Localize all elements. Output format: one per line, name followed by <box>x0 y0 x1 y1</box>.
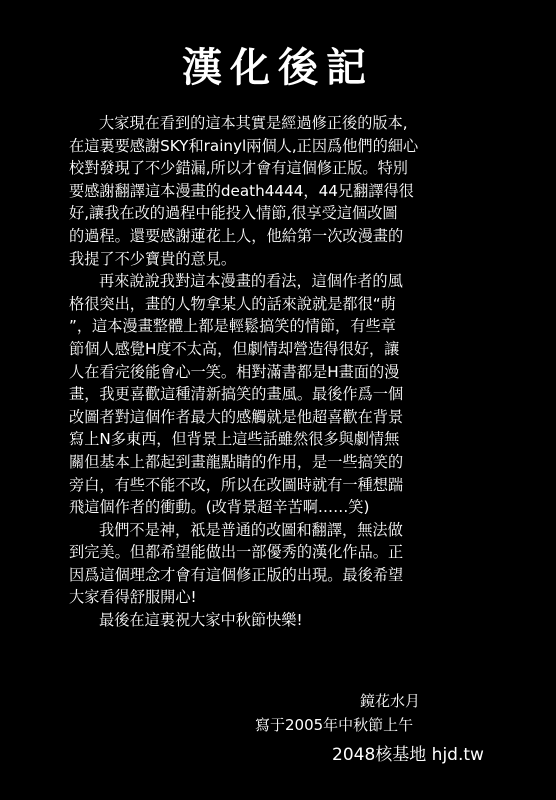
page-title: 漢化後記 <box>182 44 374 91</box>
text-line: 畫，我更喜歡這種清新搞笑的畫風。最後作爲一個 <box>69 385 404 404</box>
text-line: 大家看得舒服開心! <box>69 588 197 607</box>
watermark-text: 2048核基地 hjd.tw <box>332 745 484 765</box>
text-line: 改圖者對這個作者最大的感觸就是他超喜歡在背景 <box>69 407 404 426</box>
signature-name: 鏡花水月 <box>360 692 421 710</box>
text-line: 飛這個作者的衝動。(改背景超辛苦啊……笑) <box>69 498 370 517</box>
text-line: 到完美。但都希望能做出一部優秀的漢化作品。正 <box>69 543 404 562</box>
text-line: 因爲這個理念才會有這個修正版的出現。最後希望 <box>69 565 404 584</box>
text-line: 最後在這裏祝大家中秋節快樂! <box>99 611 303 630</box>
afterword-body <box>69 112 529 632</box>
text-line: 校對發現了不少錯漏,所以才會有這個修正版。特別 <box>69 159 408 178</box>
text-line: 大家現在看到的這本其實是經過修正後的版本, <box>99 114 408 132</box>
text-line: 的過程。還要感謝蓮花上人，他給第一次改漫畫的 <box>69 226 404 245</box>
text-line: 格很突出，畫的人物拿某人的話來說就是都很“萌 <box>69 294 396 313</box>
text-line: 節個人感覺H度不太高，但劇情却營造得很好，讓 <box>69 339 400 358</box>
text-line: 旁白，有些不能不改，所以在改圖時就有一種想踹 <box>69 475 404 494</box>
text-line: 寫上N多東西，但背景上這些話雖然很多與劇情無 <box>69 430 400 449</box>
text-line: 人在看完後能會心一笑。相對滿書都是H畫面的漫 <box>69 362 400 381</box>
text-line: 我們不是神，祇是普通的改圖和翻譯，無法做 <box>99 520 403 539</box>
text-line: 要感謝翻譯這本漫畫的death4444，44兄翻譯得很 <box>69 181 414 200</box>
text-line: 再來說說我對這本漫畫的看法，這個作者的風 <box>99 272 403 291</box>
text-line: ”，這本漫畫整體上都是輕鬆搞笑的情節，有些章 <box>69 317 396 336</box>
text-line: 關但基本上都起到畫龍點睛的作用，是一些搞笑的 <box>69 452 404 471</box>
text-line: 在這裏要感謝SKY和rainyl兩個人,正因爲他們的細心 <box>69 136 419 155</box>
signature-date: 寫于2005年中秋節上午 <box>255 716 414 734</box>
text-line: 好,讓我在改的過程中能投入情節,很享受這個改圖 <box>69 204 398 223</box>
text-line: 我提了不少寶貴的意見。 <box>69 249 237 268</box>
